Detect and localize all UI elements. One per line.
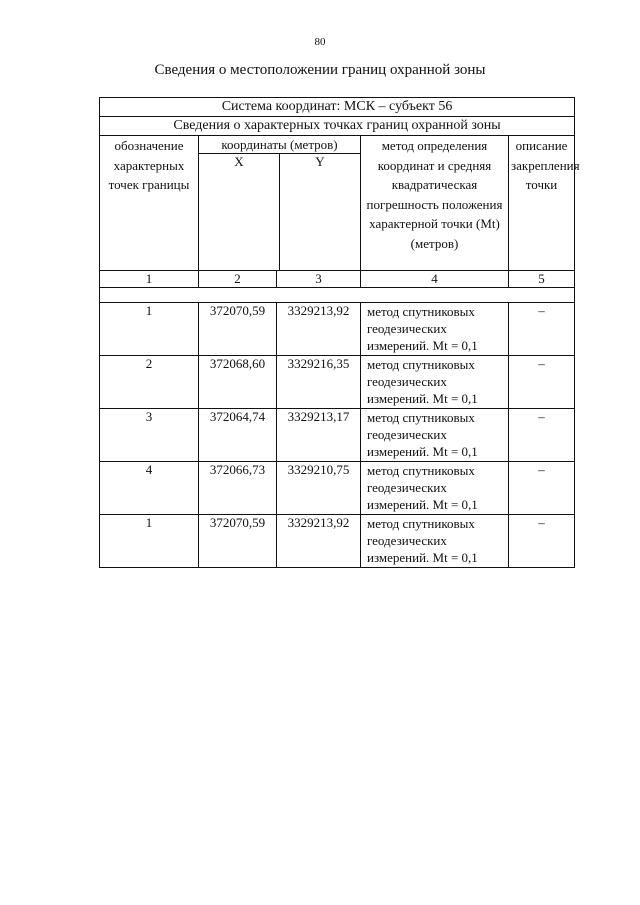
boundary-points-table	[99, 97, 580, 568]
table-row	[100, 515, 575, 568]
y-cell: 3329210,75	[277, 462, 361, 515]
method-cell	[361, 462, 509, 515]
method-text: геодезических	[367, 533, 447, 548]
x-cell: 372066,73	[199, 462, 277, 515]
header-y: Y	[315, 154, 325, 169]
method-text: измерений. Mt = 0,1	[367, 550, 478, 565]
y-cell: 3329213,17	[277, 409, 361, 462]
method-text: геодезических	[367, 427, 447, 442]
table-row	[100, 356, 575, 409]
method-text: геодезических	[367, 374, 447, 389]
header-method: метод определения координат и средняя квадратическая погрешность положения характерной точки (Mt) (метров)	[361, 136, 509, 271]
method-cell	[361, 356, 509, 409]
description-cell: –	[509, 356, 575, 409]
empty-row	[100, 288, 575, 303]
empty-cell	[100, 288, 575, 303]
y-cell: 3329213,92	[277, 303, 361, 356]
method-text: метод спутниковых	[367, 357, 475, 372]
page-number: 80	[314, 36, 326, 48]
x-cell: 372070,59	[199, 303, 277, 356]
table-row	[100, 462, 575, 515]
method-text: метод спутниковых	[367, 463, 475, 478]
method-text: измерений. Mt = 0,1	[367, 391, 478, 406]
method-cell	[361, 409, 509, 462]
method-text: геодезических	[367, 480, 447, 495]
header-x: X	[199, 154, 280, 270]
y-cell: 3329213,92	[277, 515, 361, 568]
description-cell: –	[509, 409, 575, 462]
method-cell	[361, 303, 509, 356]
header-row	[100, 136, 575, 271]
method-text: метод спутниковых	[367, 304, 475, 319]
table-row	[100, 303, 575, 356]
y-cell: 3329216,35	[277, 356, 361, 409]
header-designation: обозначение характерных точек границы	[100, 136, 199, 271]
coordinate-system-row	[100, 98, 575, 117]
column-number: 2	[199, 271, 277, 288]
header-description: описание закрепления точки	[509, 136, 575, 271]
x-cell: 372068,60	[199, 356, 277, 409]
method-text: метод спутниковых	[367, 516, 475, 531]
method-text: измерений. Mt = 0,1	[367, 444, 478, 459]
method-text: измерений. Mt = 0,1	[367, 338, 478, 353]
method-text: геодезических	[367, 321, 447, 336]
point-cell: 2	[100, 356, 199, 409]
point-cell: 3	[100, 409, 199, 462]
x-cell: 372070,59	[199, 515, 277, 568]
header-coordinates	[199, 136, 361, 271]
description-cell: –	[509, 303, 575, 356]
method-cell	[361, 515, 509, 568]
description-cell: –	[509, 515, 575, 568]
column-number: 1	[100, 271, 199, 288]
point-cell: 1	[100, 515, 199, 568]
header-coordinates-title: координаты (метров)	[199, 136, 360, 154]
method-text: измерений. Mt = 0,1	[367, 497, 478, 512]
column-number: 3	[277, 271, 361, 288]
column-number-row	[100, 271, 575, 288]
points-caption: Сведения о характерных точках границ охранной зоны	[100, 117, 575, 136]
table-row	[100, 409, 575, 462]
coordinate-system-caption: Система координат: МСК – субъект 56	[100, 98, 575, 117]
x-cell: 372064,74	[199, 409, 277, 462]
point-cell: 1	[100, 303, 199, 356]
description-cell: –	[509, 462, 575, 515]
method-text: метод спутниковых	[367, 410, 475, 425]
column-number: 5	[509, 271, 575, 288]
column-number: 4	[361, 271, 509, 288]
point-cell: 4	[100, 462, 199, 515]
points-caption-row	[100, 117, 575, 136]
document-title: Сведения о местоположении границ охранной зоны	[154, 62, 486, 78]
